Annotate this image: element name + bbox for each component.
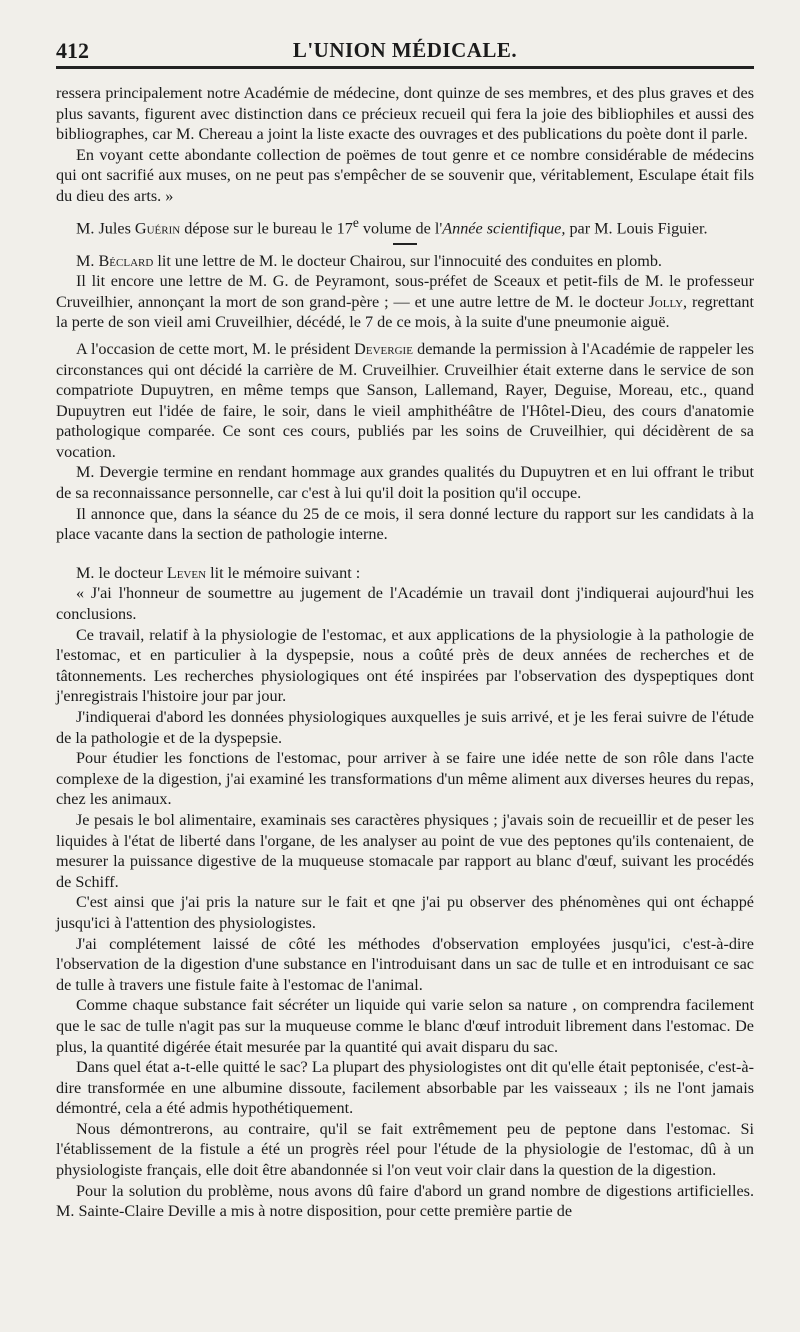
name-guerin: Guérin: [134, 218, 181, 237]
paragraph: J'ai complétement laissé de côté les méthodes d'observation employées jusqu'ici, c'est-à-dire l'observation de la digestion d'une substance en l'introduisant dans un sac de tulle et en introduisant ce sac de tulle à travers une fistule faite à l'estomac de l'animal.: [56, 934, 754, 994]
paragraph: Comme chaque substance fait sécréter un liquide qui varie selon sa nature , on comprendra facilement que le sac de tulle n'agit pas sur la muqueuse comme le blanc d'œuf introduit librement dans l'estomac. De plus, la quantité digérée était mesurée par la quantité qui avait disparu du sac.: [56, 996, 754, 1056]
running-title: L'UNION MÉDICALE.: [292, 38, 518, 62]
section-rule: [393, 243, 417, 245]
name-beclard: Béclard: [98, 251, 154, 270]
book-title: Année scientifique,: [442, 218, 566, 237]
page-number: 412: [56, 38, 89, 63]
paragraph: En voyant cette abondante collection de poëmes de tout genre et ce nombre considérable de médecins qui ont sacrifié aux muses, on ne peut pas s'empêcher de se souvenir que, véritablement, Esculape était fils du dieu des arts. »: [56, 145, 754, 205]
paragraph: « J'ai l'honneur de soumettre au jugement de l'Académie un travail dont j'indiquerai aujourd'hui les conclusions.: [56, 584, 754, 624]
body-text: [56, 83, 754, 1222]
paragraph-leven: M. le docteur Leven lit le mémoire suivant :: [76, 563, 361, 582]
paragraph-guerin: M. Jules Guérin dépose sur le bureau le 17e volume de l'Année scientifique, par M. Louis Figuier.: [76, 214, 708, 237]
name-devergie: Devergie: [354, 339, 413, 358]
paragraph-continuation: ressera principalement notre Académie de médecine, dont quinze de ses membres, et des plus graves et des plus savants, figurent avec distinction dans ce précieux recueil qui fera la joie des bibliophiles et aussi des bibliographes, car M. Chereau a joint la liste exacte des ouvrages et des publications du poète dont il parle.: [56, 84, 754, 144]
paragraph: M. Devergie termine en rendant hommage aux grandes qualités du Dupuytren et en lui offrant le tribut de sa reconnaissance personnelle, car c'est à lui qu'il doit la position qu'il occupe.: [56, 463, 754, 503]
paragraph-peyramont: Il lit encore une lettre de M. G. de Peyramont, sous-préfet de Sceaux et petit-fils de M. le professeur Cruveilhier, annonçant la mort de son grand-père ; — et une autre lettre de M. le docteur Jolly, regrettant la perte de son vieil ami Cruveilhier, décédé, le 7 de ce mois, à la suite d'une pneumonie aiguë.: [56, 272, 755, 332]
paragraph: J'indiquerai d'abord les données physiologiques auxquelles je suis arrivé, et je les ferai suivre de l'étude de la pathologie et de la dyspepsie.: [56, 708, 754, 747]
name-leven: Leven: [166, 563, 207, 582]
page-header: [56, 32, 754, 69]
paragraph: Pour étudier les fonctions de l'estomac, pour arriver à se faire une idée nette de son rôle dans l'acte complexe de la digestion, j'ai examiné les transformations d'un même aliment aux diverses heures du repas, chez les animaux.: [56, 749, 754, 809]
paragraph: Je pesais le bol alimentaire, examinais ses caractères physiques ; j'avais soin de recueillir et de peser les liquides à l'état de liberté dans l'organe, de les analyser au point de vue des peptones qu'ils contenaient, de mesurer la puissance digestive de la muqueuse stomacale par rapport au blanc d'œuf, suivant les procédés de Schiff.: [56, 810, 754, 891]
name-jolly: Jolly: [648, 292, 684, 311]
paragraph-beclard: M. Béclard lit une lettre de M. le docteur Chairou, sur l'innocuité des conduites en plomb.: [76, 251, 662, 270]
paragraph: Dans quel état a-t-elle quitté le sac? La plupart des physiologistes ont dit qu'elle était peptonisée, c'est-à-dire transformée en une albumine dissoute, facilement absorbable par les vaisseaux ; ils ne l'ont jamais démontré, cela a été admis hypothétiquement.: [56, 1058, 754, 1118]
paragraph: Ce travail, relatif à la physiologie de l'estomac, et aux applications de la physiologie à la pathologie de l'estomac, et en particulier à la dyspepsie, nous a coûté près de deux années de recherches et de tâtonnements. Les recherches physiologiques ont été inspirées par l'observation des dyspeptiques dont j'enregistrais l'histoire jour par jour.: [56, 625, 754, 706]
paragraph: Il annonce que, dans la séance du 25 de ce mois, il sera donné lecture du rapport sur les candidats à la place vacante dans la section de pathologie interne.: [56, 504, 754, 544]
paragraph-devergie: A l'occasion de cette mort, M. le président Devergie demande la permission à l'Académie de rappeler les circonstances qui ont décidé la carrière de M. Cruveilhier. Cruveilhier était externe dans le service de son compatriote Dupuytren, en même temps que Sanson, Lallemand, Rayer, Deguise, Moreau, etc., quand Dupuytren eut l'idée de faire, le soir, dans le vieil amphithéâtre de l'Hôtel-Dieu, des cours d'anatomie pathologique comparée. Ce sont ces cours, publiés par les soins de Cruveilhier, qui décidèrent de sa vocation.: [56, 339, 754, 461]
paragraph: C'est ainsi que j'ai pris la nature sur le fait et qne j'ai pu observer des phénomènes qui ont échappé jusqu'ici à l'attention des physiologistes.: [56, 893, 754, 932]
paragraph: Pour la solution du problème, nous avons dû faire d'abord un grand nombre de digestions artificielles. M. Sainte-Claire Deville a mis à notre disposition, pour cette première partie de: [56, 1181, 754, 1221]
paragraph: Nous démontrerons, au contraire, qu'il se fait extrêmement peu de peptone dans l'estomac. Si l'établissement de la fistule a été un progrès réel pour l'étude de la physiologie de l'estomac, dû à un physiologiste français, elle doit être abandonnée si l'on veut voir clair dans la question de la digestion.: [56, 1119, 754, 1180]
